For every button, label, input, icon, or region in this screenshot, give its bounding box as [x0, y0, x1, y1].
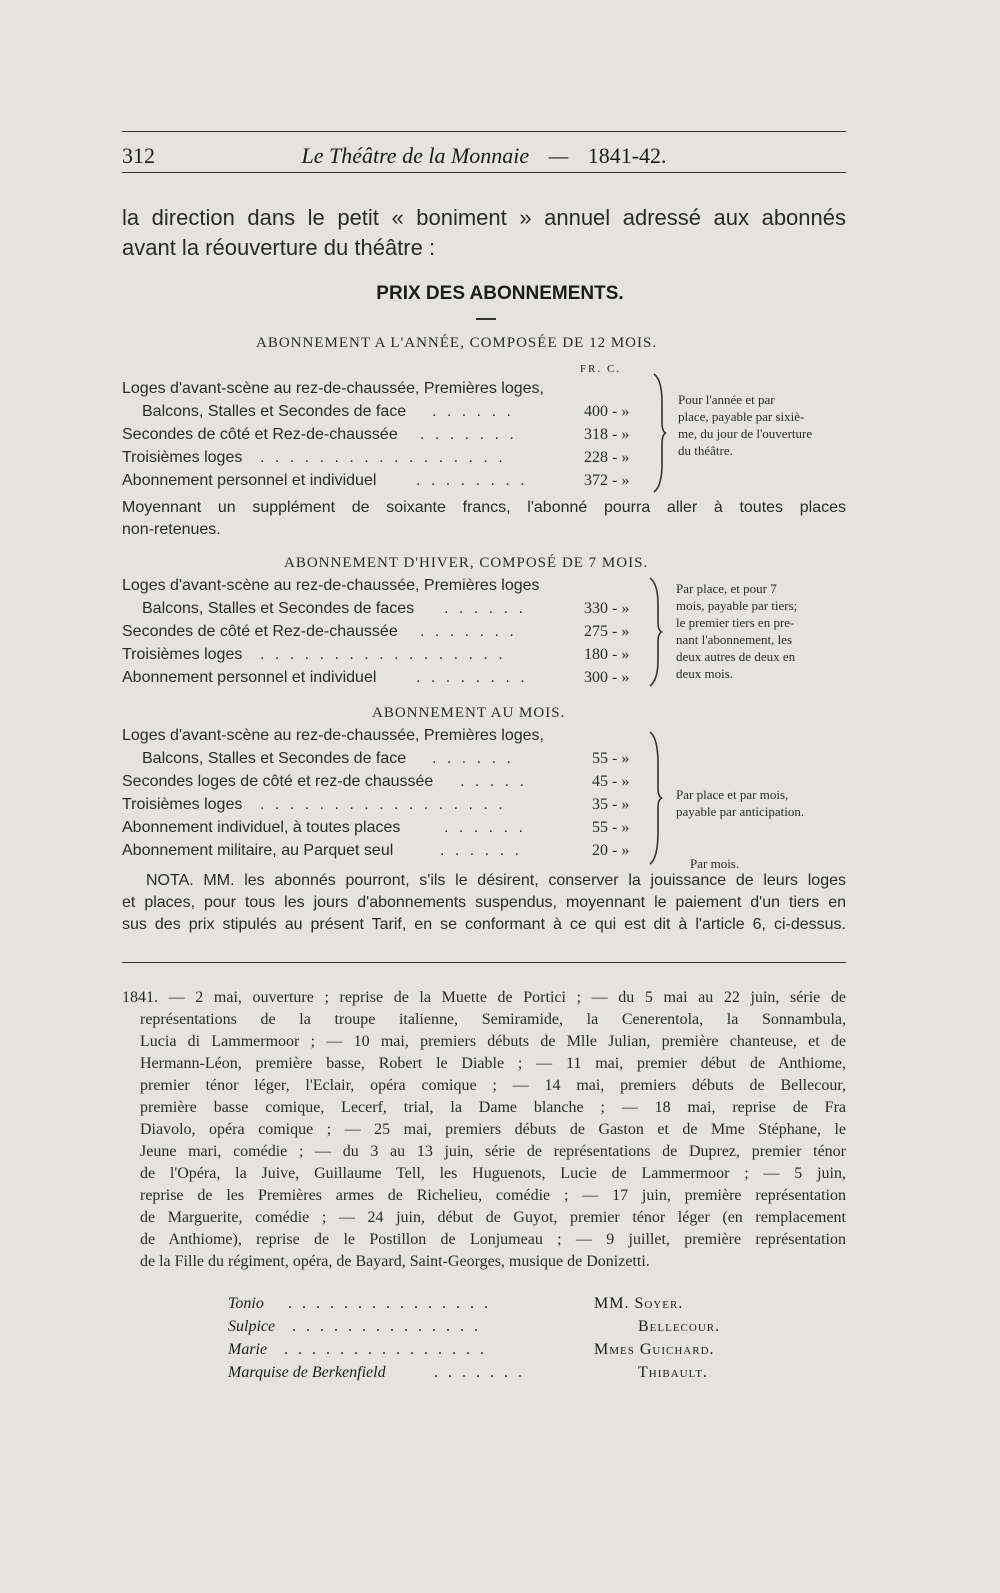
cast-role: Marie	[228, 1341, 268, 1358]
leader-dots: . . . . . . . . . . . . . . .	[288, 1295, 491, 1312]
supplement-line-1: Moyennant un supplément de soixante francs, l'abonné pourra aller à toutes places	[122, 499, 846, 516]
cast-row	[228, 1341, 828, 1363]
leader-dots: . . . . . . .	[420, 426, 517, 443]
top-rule	[122, 131, 846, 132]
leader-dots: . . . . . .	[444, 600, 526, 617]
row-price: 330 - »	[584, 600, 630, 617]
note-line: Par place, et pour 7	[676, 581, 777, 596]
section1-brace	[650, 372, 668, 494]
leader-dots: . . . . . .	[432, 750, 514, 767]
footnote-rule	[122, 962, 846, 963]
row-label: Secondes loges de côté et rez-de chaussée	[122, 773, 434, 790]
cast-row	[228, 1318, 828, 1340]
leader-dots: . . . . . . . . . . . . . . . . .	[260, 646, 506, 663]
row-price: 35 - »	[592, 796, 630, 813]
note-line: Par place et par mois,	[676, 787, 789, 802]
row-label: Troisièmes loges	[122, 646, 243, 663]
chronicle-paragraph	[122, 987, 846, 1273]
chronicle-line: de Marguerite, comédie ; — 24 juin, début de Guyot, premier ténor léger (en remplacement	[140, 1209, 846, 1226]
section-title: PRIX DES ABONNEMENTS.	[376, 283, 624, 304]
leader-dots: . . . . . . . .	[416, 669, 528, 686]
cast-role: Tonio	[228, 1295, 264, 1312]
row-label: Troisièmes loges	[122, 449, 243, 466]
note-line: place, payable par sixiè-	[678, 409, 805, 424]
row-price: 300 - »	[584, 669, 630, 686]
row-label: Abonnement individuel, à toutes places	[122, 819, 401, 836]
row-label: Troisièmes loges	[122, 796, 243, 813]
cast-role: Sulpice	[228, 1318, 276, 1335]
row-label: Abonnement personnel et individuel	[122, 472, 377, 489]
running-years: 1841-42.	[587, 143, 667, 168]
leader-dots: . . . . .	[460, 773, 528, 790]
row-label: Loges d'avant-scène au rez-de-chaussée, Premières loges,	[122, 727, 544, 744]
intro-paragraph	[122, 203, 846, 263]
running-title: Le Théâtre de la Monnaie	[301, 143, 530, 168]
section3-note-monthly: Par mois.	[690, 856, 740, 871]
running-title-group	[122, 143, 846, 169]
note-line: deux autres de deux en	[676, 649, 796, 664]
row-label: Loges d'avant-scène au rez-de-chaussée, Premières loges	[122, 577, 540, 594]
chronicle-line: représentations de la troupe italienne, Semiramide, la Cenerentola, la Sonnambula,	[140, 1011, 846, 1028]
section1-heading: ABONNEMENT A L'ANNÉE, COMPOSÉE DE 12 MOIS.	[256, 335, 658, 351]
note-line: Pour l'année et par	[678, 392, 775, 407]
section2-note	[676, 580, 797, 682]
title-dash	[476, 318, 496, 320]
currency-units: FR. C.	[580, 363, 622, 375]
cast-row	[228, 1295, 828, 1317]
page-number: 312	[122, 143, 155, 168]
row-price: 45 - »	[592, 773, 630, 790]
note-line: nant l'abonnement, les	[676, 632, 793, 647]
note-line: mois, payable par tiers;	[676, 598, 798, 613]
row-label: Abonnement personnel et individuel	[122, 669, 377, 686]
leader-dots: . . . . . . .	[434, 1364, 525, 1381]
chronicle-line: de Anthiome), reprise de le Postillon de Lonjumeau ; — 9 juillet, première représentation	[140, 1231, 846, 1248]
leader-dots: . . . . . . . . . . . . . . . . .	[260, 796, 506, 813]
cast-role: Marquise de Berkenfield	[228, 1364, 386, 1381]
cast-singer: Bellecour.	[638, 1318, 721, 1335]
leader-dots: . . . . . . .	[420, 623, 517, 640]
chronicle-line: première basse comique, Lecerf, trial, la Dame blanche ; — 18 mai, reprise de Fra	[140, 1099, 846, 1116]
chronicle-line: 1841. — 2 mai, ouverture ; reprise de la Muette de Portici ; — du 5 mai au 22 juin, série de	[122, 989, 846, 1006]
row-price: 20 - »	[592, 842, 630, 859]
row-label: Loges d'avant-scène au rez-de-chaussée, Premières loges,	[122, 380, 544, 397]
supplement-line-2: non-retenues.	[122, 521, 221, 538]
section3-heading: ABONNEMENT AU MOIS.	[372, 705, 566, 721]
row-label: Secondes de côté et Rez-de-chaussée	[122, 426, 398, 443]
row-price: 55 - »	[592, 819, 630, 836]
leader-dots: . . . . . . . . . . . . . . .	[284, 1341, 487, 1358]
cast-singer: Thibault.	[638, 1364, 709, 1381]
chronicle-line: premier ténor léger, l'Eclair, opéra comique ; — 14 mai, premiers débuts de Bellecour,	[140, 1077, 846, 1094]
note-line: le premier tiers en pre-	[676, 615, 795, 630]
nota-line-1: NOTA. MM. les abonnés pourront, s'ils le désirent, conserver la jouissance de leurs loges	[146, 872, 846, 889]
intro-line-1: la direction dans le petit « boniment » annuel adressé aux abonnés	[122, 205, 846, 230]
row-label: Balcons, Stalles et Secondes de face	[142, 750, 407, 767]
chronicle-line: de l'Opéra, la Juive, Guillaume Tell, les Huguenots, Lucie de Lammermoor ; — 5 juin,	[140, 1165, 846, 1182]
title-separator: —	[548, 143, 569, 168]
chronicle-line: reprise de les Premières armes de Richelieu, comédie ; — 17 juin, première représentation	[140, 1187, 846, 1204]
chronicle-line: Jeune mari, comédie ; — du 3 au 13 juin, série de représentations de Duprez, premier ténor	[140, 1143, 846, 1160]
row-price: 400 - »	[584, 403, 630, 420]
row-price: 228 - »	[584, 449, 630, 466]
row-price: 55 - »	[592, 750, 630, 767]
row-label: Abonnement militaire, au Parquet seul	[122, 842, 394, 859]
leader-dots: . . . . . . . . . . . . . .	[292, 1318, 481, 1335]
note-line: du théâtre.	[678, 443, 733, 458]
chronicle-line: Lucia di Lammermoor ; — 10 mai, premiers débuts de Mlle Julian, première chanteuse, et de	[140, 1033, 846, 1050]
running-header	[122, 143, 846, 173]
section3-brace	[646, 730, 664, 866]
row-label: Secondes de côté et Rez-de-chaussée	[122, 623, 398, 640]
row-price: 275 - »	[584, 623, 630, 640]
section2-heading: ABONNEMENT D'HIVER, COMPOSÉ DE 7 MOIS.	[284, 555, 649, 571]
nota-line-3: sus des prix stipulés au présent Tarif, en se conformant à ce qui est dit à l'article 6, ci-dessus.	[122, 916, 846, 933]
nota-paragraph	[122, 870, 846, 936]
chronicle-line: Hermann-Léon, première basse, Robert le Diable ; — 11 mai, premier début de Anthiome,	[140, 1055, 846, 1072]
nota-line-2: et places, pour tous les jours d'abonnements suspendus, moyennant le paiement d'un tiers en	[122, 894, 846, 911]
intro-line-2: avant la réouverture du théâtre :	[122, 235, 436, 260]
section1-note	[678, 391, 812, 459]
row-price: 318 - »	[584, 426, 630, 443]
leader-dots: . . . . . .	[444, 819, 526, 836]
note-line: deux mois.	[676, 666, 734, 681]
cast-row	[228, 1364, 828, 1386]
header-rule	[122, 172, 846, 173]
cast-singer: Mmes Guichard.	[594, 1341, 715, 1358]
note-line: payable par anticipation.	[676, 804, 805, 819]
chronicle-line: de la Fille du régiment, opéra, de Bayard, Saint-Georges, musique de Donizetti.	[140, 1253, 650, 1270]
leader-dots: . . . . . . . .	[416, 472, 528, 489]
row-label: Balcons, Stalles et Secondes de face	[142, 403, 407, 420]
leader-dots: . . . . . . . . . . . . . . . . .	[260, 449, 506, 466]
cast-singer: MM. Soyer.	[594, 1295, 684, 1312]
leader-dots: . . . . . .	[440, 842, 522, 859]
leader-dots: . . . . . .	[432, 403, 514, 420]
section3-note	[676, 786, 804, 820]
chronicle-line: Diavolo, opéra comique ; — 25 mai, premiers débuts de Gaston et de Mme Stéphane, le	[140, 1121, 846, 1138]
note-line: me, du jour de l'ouverture	[678, 426, 813, 441]
row-price: 372 - »	[584, 472, 630, 489]
row-label: Balcons, Stalles et Secondes de faces	[142, 600, 415, 617]
row-price: 180 - »	[584, 646, 630, 663]
section2-brace	[646, 576, 664, 688]
